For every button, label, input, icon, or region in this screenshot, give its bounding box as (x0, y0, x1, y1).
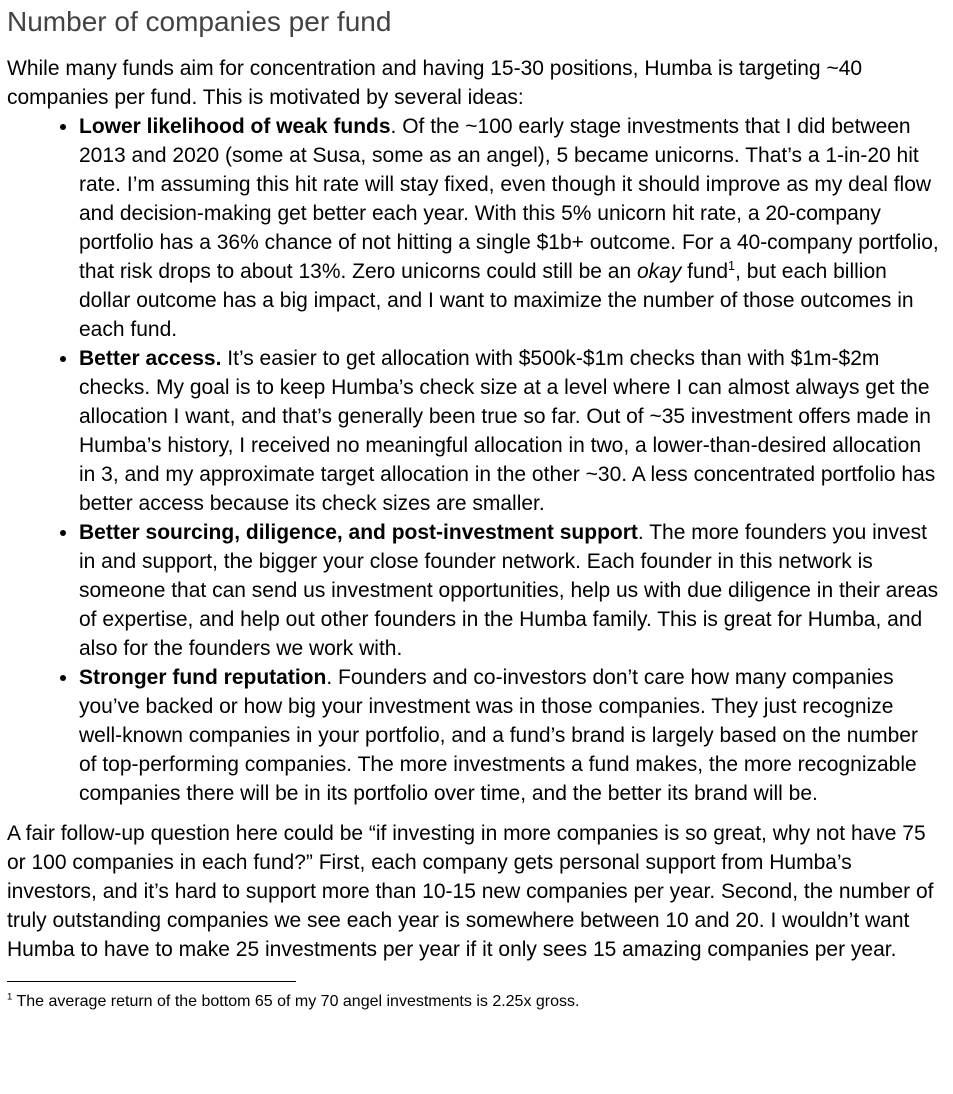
bullet-better-access-text: It’s easier to get allocation with $500k-$1m checks than with $1m-$2m checks. My goal is to keep Humba’s check size at a level where I can almost always get the allocation I want, and that’s generally been true so far. Out of ~35 investment offers made in Humba’s history, I received no meaningful allocation in two, a lower-than-desired allocation in 3, and my approximate target allocation in the other ~30. A less concentrated portfolio has better access because its check sizes are smaller. (79, 347, 936, 515)
bullet-sourcing-diligence (79, 518, 941, 663)
footnote-reference[interactable]: 1 (728, 259, 736, 273)
bullet-better-access (79, 344, 941, 518)
bullet-weak-funds (79, 112, 941, 344)
bullet-fund-reputation-lead: Stronger fund reputation (79, 666, 327, 689)
followup-text: A fair follow-up question here could be “if investing in more companies is so great, why not have 75 or 100 companies in each fund?” First, each company gets personal support from Humba’s investors, and it’s hard to support more than 10-15 new companies per year. Second, the number of truly outstanding companies we see each year is somewhere between 10 and 20. I wouldn’t want Humba to have to make 25 investments per year if it only sees 15 amazing companies per year. (7, 822, 934, 961)
bullet-weak-funds-text-2: fund (681, 260, 729, 283)
bullet-weak-funds-lead: Lower likelihood of weak funds (79, 115, 391, 138)
intro-paragraph (7, 54, 941, 112)
footnote (7, 991, 941, 1012)
footnote-divider (7, 981, 296, 982)
bullet-weak-funds-text-1: . Of the ~100 early stage investments that I did between 2013 and 2020 (some at Susa, some as an angel), 5 became unicorns. That’s a 1-in-20 hit rate. I’m assuming this hit rate will stay fixed, even though it should improve as my deal flow and decision-making get better each year. With this 5% unicorn hit rate, a 20-company portfolio has a 36% chance of not hitting a single $1b+ outcome. For a 40-company portfolio, that risk drops to about 13%. Zero unicorns could still be an (79, 115, 939, 283)
bullet-fund-reputation (79, 663, 941, 808)
page-title: Number of companies per fund (7, 6, 392, 37)
footnote-marker: 1 (7, 991, 13, 1003)
bullet-better-access-lead: Better access. (79, 347, 222, 370)
followup-paragraph (7, 819, 941, 964)
bullet-sourcing-diligence-lead: Better sourcing, diligence, and post-investment support (79, 521, 638, 544)
bullet-list (7, 112, 941, 808)
bullet-weak-funds-italic: okay (636, 260, 682, 283)
bullet-sourcing-diligence-text: . The more founders you invest in and support, the bigger your close founder network. Each founder in this network is someone that can send us investment opportunities, help us with due diligence in their areas of expertise, and help out other founders in the Humba family. This is great for Humba, and also for the founders we work with. (79, 521, 939, 660)
footnote-text: The average return of the bottom 65 of my 70 angel investments is 2.25x gross. (12, 993, 580, 1010)
bullet-weak-funds-text-3: , but each billion dollar outcome has a big impact, and I want to maximize the number of those outcomes in each fund. (79, 260, 914, 341)
intro-text: While many funds aim for concentration and having 15-30 positions, Humba is targeting ~40 companies per fund. This is motivated by several ideas: (7, 57, 863, 109)
bullet-fund-reputation-text: . Founders and co-investors don’t care how many companies you’ve backed or how big your investment was in those companies. They just recognize well-known companies in your portfolio, and a fund’s brand is largely based on the number of top-performing companies. The more investments a fund makes, the more recognizable companies there will be in its portfolio over time, and the better its brand will be. (79, 666, 918, 805)
